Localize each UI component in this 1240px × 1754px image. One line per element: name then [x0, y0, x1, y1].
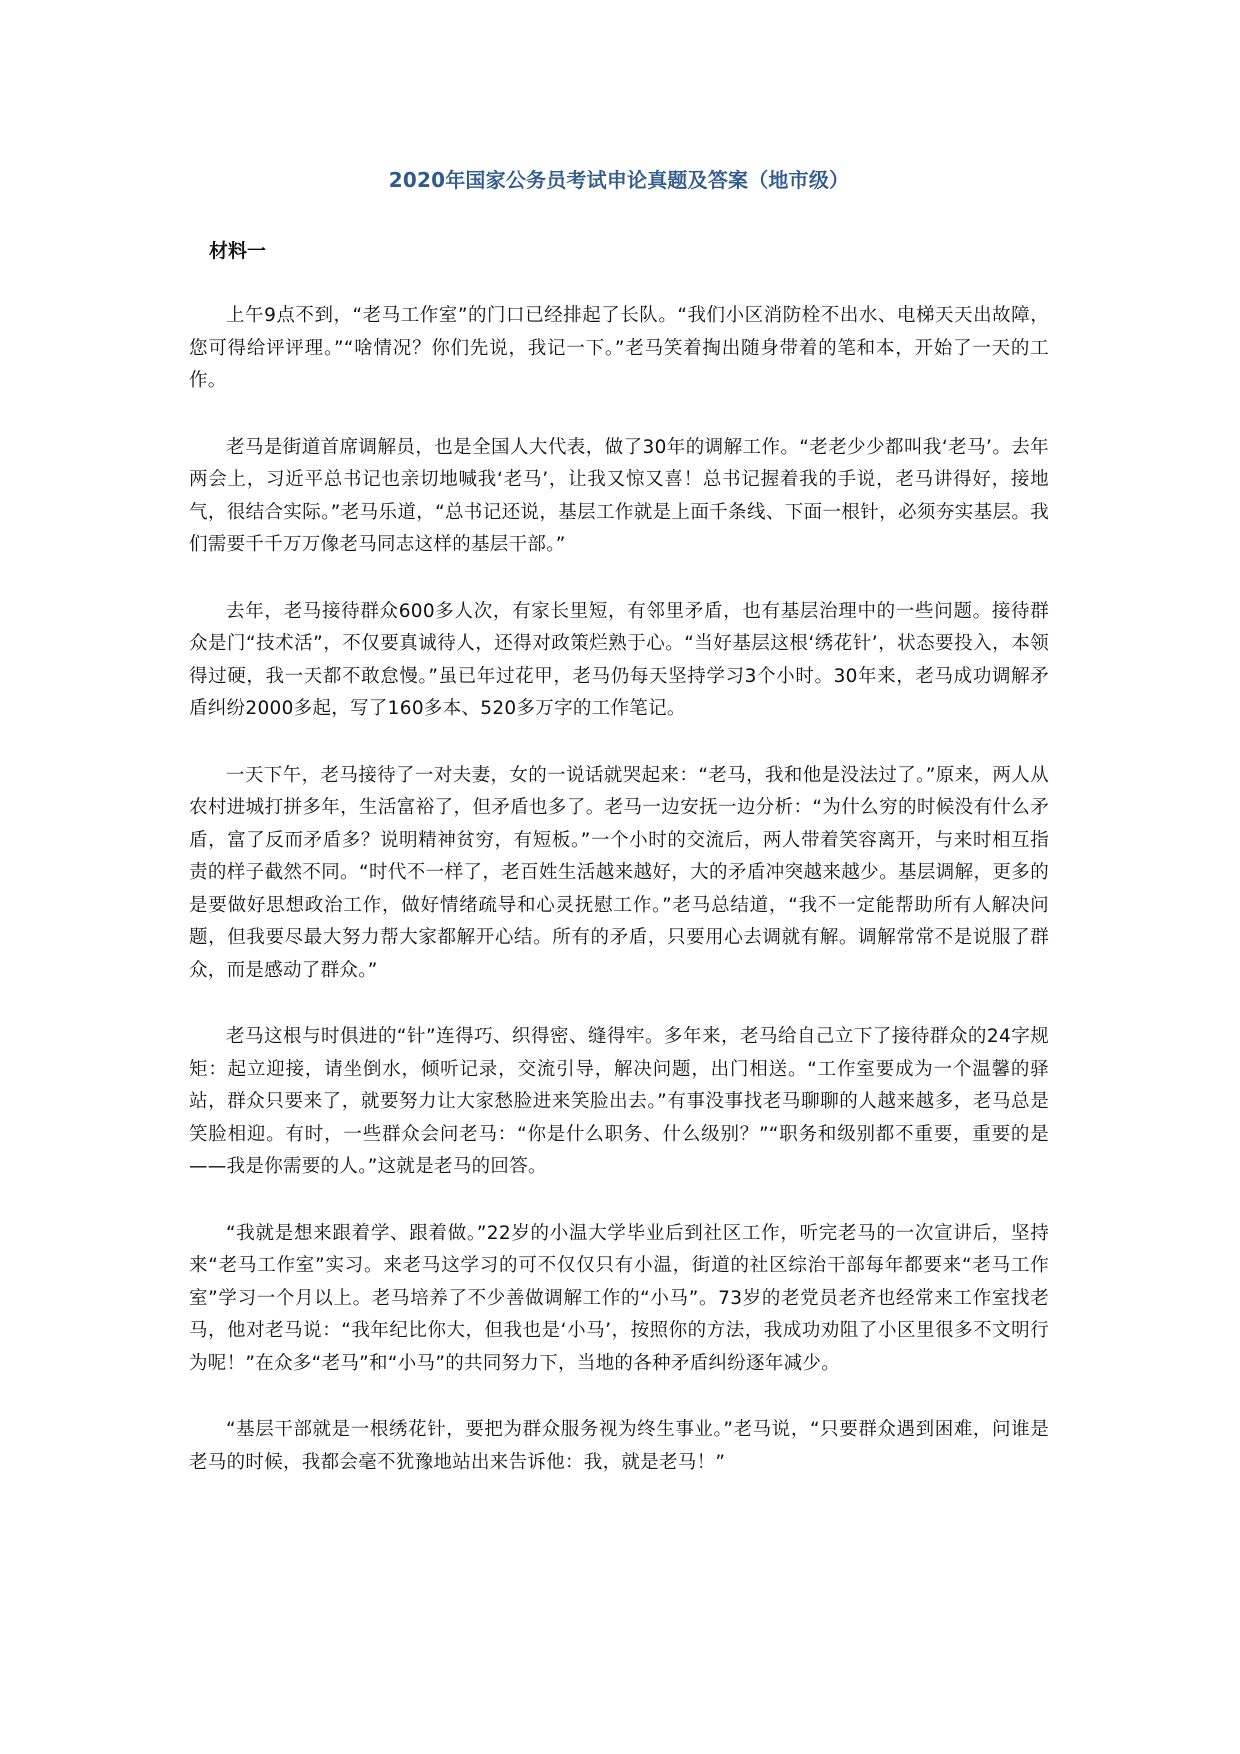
paragraph-7: “基层干部就是一根绣花针，要把为群众服务视为终生事业。”老马说，“只要群众遇到困难，问谁是老马的时候，我都会毫不犹豫地站出来告诉他：我，就是老马！”: [189, 1419, 1049, 1473]
document-page: [189, 160, 1049, 1479]
paragraph-4: 一天下午，老马接待了一对夫妻，女的一说话就哭起来：“老马，我和他是没法过了。”原来，两人从农村进城打拼多年，生活富裕了，但矛盾也多了。老马一边安抚一边分析：“为什么穷的时候没有什么矛盾，富了反而矛盾多？说明精神贫穷，有短板。”一个小时的交流后，两人带着笑容离开，与来时相互指责的样子截然不同。“时代不一样了，老百姓生活越来越好，大的矛盾冲突越来越少。基层调解，更多的是要做好思想政治工作，做好情绪疏导和心灵抚慰工作。”老马总结道，“我不一定能帮助所有人解决问题，但我要尽最大努力帮大家都解开心结。所有的矛盾，只要用心去调就有解。调解常常不是说服了群众，而是感动了群众。”: [189, 764, 1049, 981]
section-heading: 材料一: [209, 240, 267, 262]
document-title: 2020年国家公务员考试申论真题及答案（地市级）: [388, 168, 850, 192]
paragraph-2: 老马是街道首席调解员，也是全国人大代表，做了30年的调解工作。“老老少少都叫我‘老马’。去年两会上，习近平总书记也亲切地喊我‘老马’，让我又惊又喜！总书记握着我的手说，老马讲得好，接地气，很结合实际。”老马乐道，“总书记还说，基层工作就是上面千条线、下面一根针，必须夯实基层。我们需要千千万万像老马同志这样的基层干部。”: [189, 436, 1049, 555]
paragraph-3: 去年，老马接待群众600多人次，有家长里短，有邻里矛盾，也有基层治理中的一些问题。接待群众是门“技术活”，不仅要真诚待人，还得对政策烂熟于心。“当好基层这根‘绣花针’，状态要投入，本领得过硬，我一天都不敢怠慢。”虽已年过花甲，老马仍每天坚持学习3个小时。30年来，老马成功调解矛盾纠纷2000多起，写了160多本、520多万字的工作笔记。: [189, 600, 1049, 719]
paragraph-1: 上午9点不到，“老马工作室”的门口已经排起了长队。“我们小区消防栓不出水、电梯天天出故障，您可得给评评理。”“啥情况？你们先说，我记一下。”老马笑着掏出随身带着的笔和本，开始了一天的工作。: [189, 305, 1049, 391]
paragraph-5: 老马这根与时俱进的“针”连得巧、织得密、缝得牢。多年来，老马给自己立下了接待群众的24字规矩：起立迎接，请坐倒水，倾听记录，交流引导，解决问题，出门相送。“工作室要成为一个温馨的驿站，群众只要来了，就要努力让大家愁脸进来笑脸出去。”有事没事找老马聊聊的人越来越多，老马总是笑脸相迎。有时，一些群众会问老马：“你是什么职务、什么级别？”“职务和级别都不重要，重要的是——我是你需要的人。”这就是老马的回答。: [189, 1026, 1049, 1177]
paragraph-6: “我就是想来跟着学、跟着做。”22岁的小温大学毕业后到社区工作，听完老马的一次宣讲后，坚持来“老马工作室”实习。来老马这学习的可不仅仅只有小温，街道的社区综治干部每年都要来“老马工作室”学习一个月以上。老马培养了不少善做调解工作的“小马”。73岁的老党员老齐也经常来工作室找老马，他对老马说：“我年纪比你大，但我也是‘小马’，按照你的方法，我成功劝阻了小区里很多不文明行为呢！”在众多“老马”和“小马”的共同努力下，当地的各种矛盾纠纷逐年减少。: [189, 1222, 1049, 1374]
